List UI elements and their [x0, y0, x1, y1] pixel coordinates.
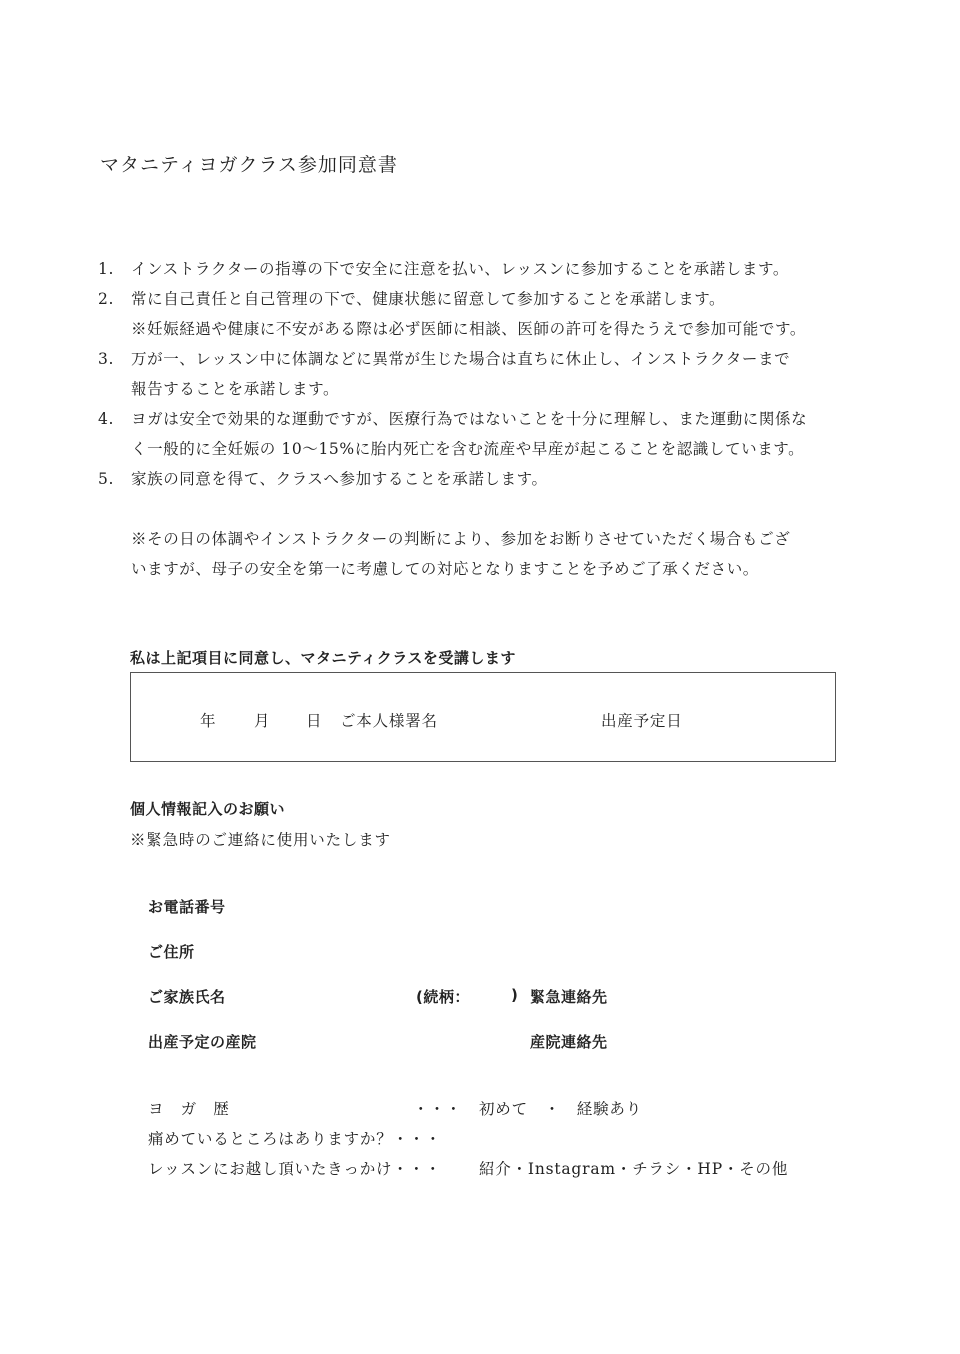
agreement-heading: 私は上記項目に同意し、マタニティクラスを受講します	[130, 649, 516, 667]
document-title: マタニティヨガクラス参加同意書	[100, 154, 398, 176]
note-line-1: ※その日の体調やインストラクターの判断により、参加をお断りさせていただく場合もござ	[131, 530, 791, 548]
item-3-line-2: 報告することを承諾します。	[131, 380, 340, 398]
day-label: 日	[306, 712, 323, 730]
trigger-question: レッスンにお越し頂いたきっかけ・・・	[148, 1160, 442, 1178]
item-1-line-1: インストラクターの指導の下で安全に注意を払い、レッスンに参加することを承諾します。	[131, 260, 789, 278]
due-date-label: 出産予定日	[601, 712, 683, 730]
emergency-contact-label: 緊急連絡先	[530, 988, 608, 1006]
item-number-3: 3.	[98, 350, 114, 368]
personal-info-heading: 個人情報記入のお願い	[130, 800, 286, 818]
pain-question: 痛めているところはありますか？・・・	[148, 1130, 442, 1148]
note-line-2: いますが、母子の安全を第一に考慮しての対応となりますことを予めご了承ください。	[131, 560, 759, 578]
item-4-line-2: く一般的に全妊娠の 10～15%に胎内死亡を含む流産や早産が起こることを認識しています。	[131, 440, 805, 458]
personal-info-subnote: ※緊急時のご連絡に使用いたします	[130, 831, 391, 849]
yoga-history-label: ヨ ガ 歴	[148, 1100, 230, 1118]
item-3-line-1: 万が一、レッスン中に体調などに異常が生じた場合は直ちに休止し、インストラクターまで	[131, 350, 791, 368]
phone-label: お電話番号	[148, 898, 226, 916]
item-number-2: 2.	[98, 290, 114, 308]
month-label: 月	[254, 712, 271, 730]
item-number-4: 4.	[98, 410, 114, 428]
address-label: ご住所	[148, 943, 195, 961]
relation-label: (続柄：	[416, 988, 470, 1006]
hospital-label: 出産予定の産院	[148, 1033, 257, 1051]
item-5-line-1: 家族の同意を得て、クラスへ参加することを承諾します。	[131, 470, 548, 488]
year-label: 年	[200, 712, 217, 730]
item-number-1: 1.	[98, 260, 114, 278]
yoga-history-dots: ・・・	[413, 1100, 462, 1118]
item-4-line-1: ヨガは安全で効果的な運動ですが、医療行為ではないことを十分に理解し、また運動に関係な	[131, 410, 808, 428]
trigger-options[interactable]: 紹介・Instagram・チラシ・HP・その他	[479, 1160, 789, 1178]
item-number-5: 5.	[98, 470, 114, 488]
relation-close: )	[511, 986, 519, 1004]
item-2-line-1: 常に自己責任と自己管理の下で、健康状態に留意して参加することを承諾します。	[131, 290, 726, 308]
signature-label: ご本人様署名	[340, 712, 438, 730]
yoga-history-options[interactable]: 初めて ・ 経験あり	[479, 1100, 643, 1118]
signature-box[interactable]	[130, 672, 836, 762]
item-2-line-2: ※妊娠経過や健康に不安がある際は必ず医師に相談、医師の許可を得たうえで参加可能です。	[131, 320, 806, 338]
hospital-contact-label: 産院連絡先	[530, 1033, 608, 1051]
family-name-label: ご家族氏名	[148, 988, 226, 1006]
